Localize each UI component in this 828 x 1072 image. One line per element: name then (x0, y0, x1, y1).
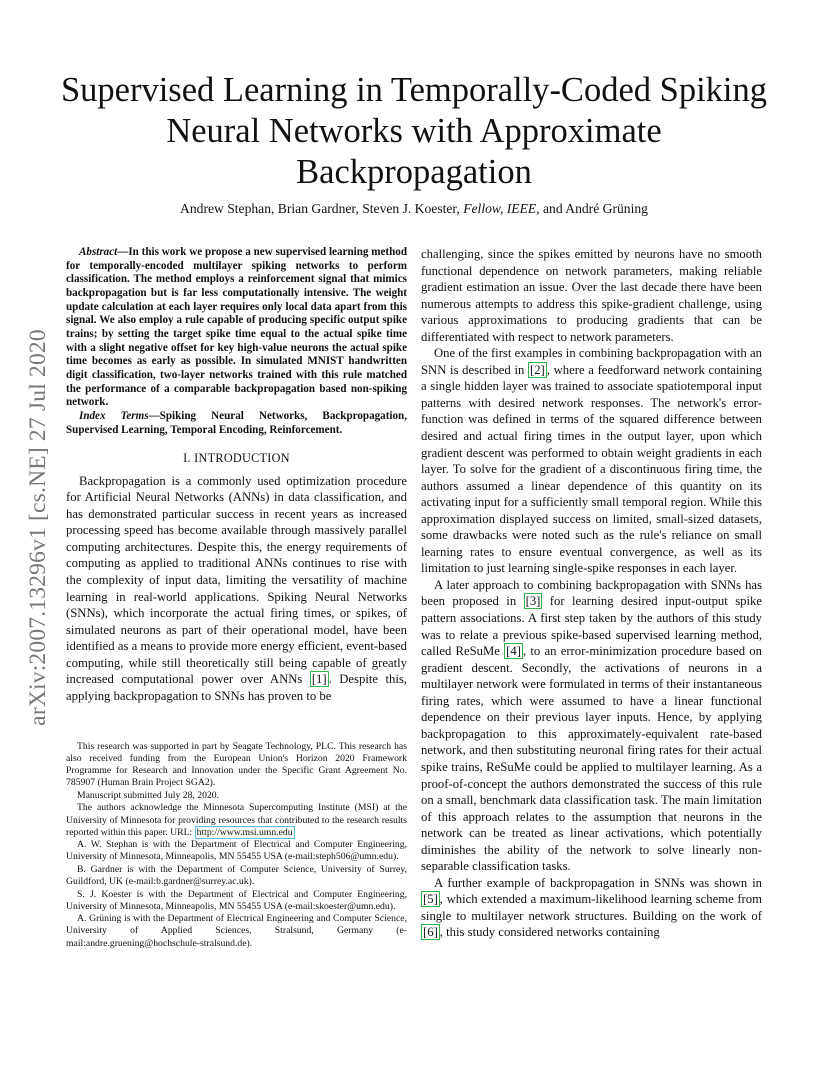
footnotes (66, 741, 407, 950)
paragraph (421, 875, 762, 941)
paragraph-text: A further example of backpropagation in SNNs was shown in (434, 875, 762, 890)
author-list (60, 201, 768, 217)
paper-title (60, 70, 768, 193)
footnote-author: S. J. Koester is with the Department of Electrical and Computer Engineering, University of Minnesota, Minneapolis, MN 55455 USA (e-mail:skoester@umn.edu). (66, 888, 407, 912)
section-numeral: I. I (183, 451, 199, 466)
right-column (421, 246, 762, 941)
section-heading (66, 450, 407, 467)
abstract-text: —In this work we propose a new supervised learning method for temporally-encoded multilayer spiking networks to perform classification. The method employs a reinforcement signal that mimics backpropagation but is far less computationally intensive. The weight update calculation at each layer requires only local data apart from this signal. We also employ a rule capable of producing specific output spike trains; by setting the target spike time equal to the actual spike time with a slight negative offset for key high-value neurons the actual spike time becomes as early as possible. In simulated MNIST handwritten digit classification, two-layer networks trained with this rule matched the performance of a comparable backpropagation based non-spiking network. (66, 246, 407, 409)
citation-link[interactable]: [1] (311, 672, 327, 687)
index-terms-label: Index Terms (79, 409, 149, 422)
authors-text-end: and André Grüning (539, 201, 648, 216)
msi-url-link[interactable]: http://www.msi.umn.edu (196, 826, 293, 838)
paragraph-text: , this study considered networks containing (439, 925, 660, 940)
paragraph (421, 345, 762, 577)
arxiv-identifier (18, 296, 58, 758)
footnote-text: The authors acknowledge the Minnesota Supercomputing Institute (MSI) at the University of Minnesota for providing resources that contributed to the research results reported within this paper. URL: (66, 802, 407, 838)
paragraph (66, 473, 407, 705)
paragraph: challenging, since the spikes emitted by neurons have no smooth functional dependence on network parameters, making reliable gradient estimation an issue. Over the last decade there have been numerous attempts to address this spike-gradient challenge, using various approximations to producing gradients that can be differentiated with respect to network parameters. (421, 247, 762, 344)
footnote-msi (66, 802, 407, 838)
citation-link[interactable]: [5] (423, 892, 438, 907)
paragraph-text: , which extended a maximum-likelihood learning scheme from single to multilayer network structures. Building on the work of (421, 892, 762, 923)
fellow-title: Fellow, IEEE, (463, 201, 540, 216)
paragraph-text: A later approach to combining backpropagation with SNNs has been proposed in (421, 577, 762, 609)
left-column (66, 246, 407, 704)
paragraph-text: . Despite this, applying backpropagation to SNNs has proven to be (66, 672, 407, 703)
index-terms (66, 410, 407, 437)
section-name: NTRODUCTION (198, 451, 290, 466)
index-terms-text: —Spiking Neural Networks, Backpropagation, Supervised Learning, Temporal Encoding, Reinforcement. (66, 409, 407, 436)
citation-link[interactable]: [3] (525, 594, 541, 609)
paragraph-text: for learning desired input-output spike pattern associations. A first step taken by the authors of this study was to relate a previous spike-based supervised learning method, called ReSuMe (421, 594, 762, 659)
citation-link[interactable]: [2] (529, 362, 545, 377)
citation-link[interactable]: [4] (506, 644, 521, 659)
title-line: Supervised Learning in Temporally-Coded Spiking (60, 71, 767, 109)
footnote-funding: This research was supported in part by Seagate Technology, PLC. This research has also received funding from the European Union's Horizon 2020 Framework Programme for Research and Innovation under the Specific Grant Agreement No. 785907 (Human Brain Project SGA2). (66, 741, 407, 789)
abstract (66, 246, 407, 410)
citation-link[interactable]: [6] (423, 925, 438, 940)
title-line: Backpropagation (296, 153, 532, 191)
footnote-author: A. Grüning is with the Department of Electrical Engineering and Computer Science, University of Applied Sciences, Stralsund, Germany (e-mail:andre.gruening@hochschule-stralsund.de). (66, 913, 407, 949)
arxiv-identifier-text: arXiv:2007.13296v1 [cs.NE] 27 Jul 2020 (24, 328, 51, 726)
paragraph-text: , where a feedforward network containing a single hidden layer was trained to associate spatiotemporal input patterns with desired network responses. The network's error-function was defined in terms of the squared difference between desired and actual firing times in the output layer, upon which gradient descent was performed to obtain weight gradients in each layer. To solve for the gradient of a discontinuous firing time, the authors assumed a linear dependence of this quantity on its activating input for a sufficiently small temporal region. While this approximation displayed success on limited, small-sized datasets, some drawbacks were noted such as the rule's reliance on small learning rates to ensure eventual convergence, as well as its limitation to just learning single-spike responses in each layer. (421, 362, 763, 576)
paragraph-text: , to an error-minimization procedure based on gradient descent. Secondly, the activations of neurons in a multilayer network were formulated in terms of their instantaneous firing rates, which were assumed to have a linear functional dependence on their previous layer inputs. Hence, by applying backpropagation to this approximately-equivalent rate-based network, and then substituting neuronal firing rates for their actual spike trains, ReSuMe could be applied to multilayer learning. As a proof-of-concept the authors demonstrated the success of this rule on a small, benchmark data classification task. The main limitation of this approach relates to the assumption that neurons in the network can be treated as linear activations, which potentially diminishes the ability of the network to solve linearly non-separable classification tasks. (421, 644, 762, 874)
paragraph-text: One of the first examples in combining backpropagation with an SNN is described in (421, 346, 762, 377)
title-line: Neural Networks with Approximate (166, 112, 662, 150)
footnote-author: B. Gardner is with the Department of Computer Science, University of Surrey, Guildford, UK (e-mail:b.gardner@surrey.ac.uk). (66, 863, 407, 888)
abstract-label: Abstract (79, 246, 118, 258)
paragraph (421, 577, 762, 875)
footnote-author: A. W. Stephan is with the Department of Electrical and Computer Engineering, University of Minnesota, Minneapolis, MN 55455 USA (e-mail:steph506@umn.edu). (66, 839, 407, 863)
paragraph-text: Backpropagation is a commonly used optimization procedure for Artificial Neural Networks (ANNs) in data classification, and has demonstrated particular success in recent years as increased processing speed has become available through massively parallel computing architectures. Despite this, the energy requirements of computing as applied to traditional ANNs continues to rise with the complexity of input data, limiting the versatility of machine learning in real-world applications. Spiking Neural Networks (SNNs), which incorporate the actual firing times, or spikes, of simulated neurons as part of their operational model, have been identified as a means to provide more energy efficient, event-based computing, while still theoretically still being capable of greatly increased computational power over ANNs (66, 473, 407, 687)
authors-text: Andrew Stephan, Brian Gardner, Steven J. Koester, (180, 201, 464, 216)
footnote-submitted: Manuscript submitted July 28, 2020. (77, 789, 220, 801)
